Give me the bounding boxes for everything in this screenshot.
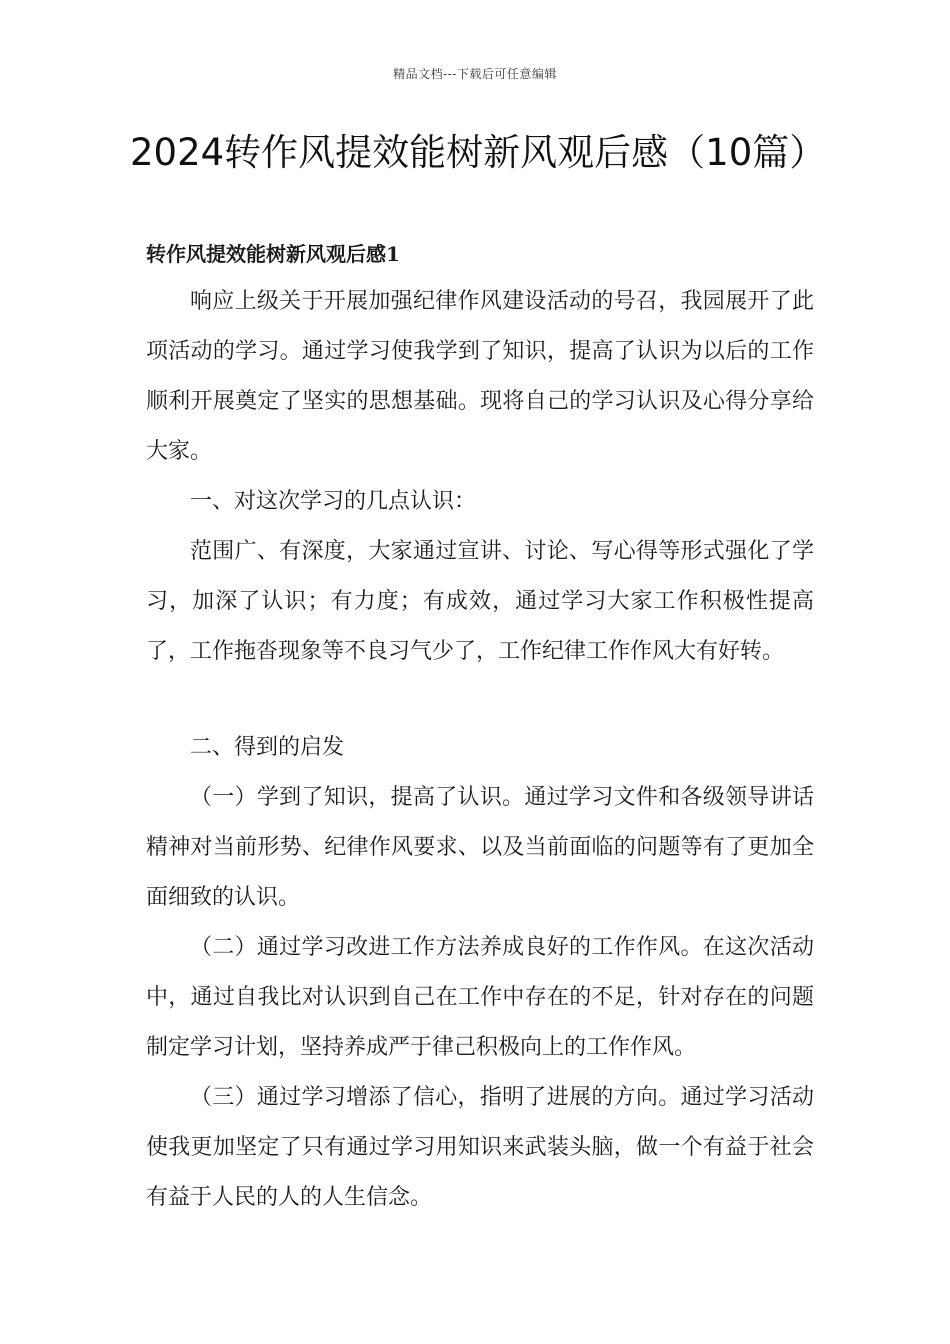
- paragraph-item-2: （二）通过学习改进工作方法养成良好的工作作风。在这次活动中，通过自我比对认识到自己在工作中存在的不足，针对存在的问题制定学习计划，坚持养成严于律己积极向上的工作作风。: [146, 935, 814, 1060]
- paragraph-intro: 响应上级关于开展加强纪律作风建设活动的号召，我园展开了此项活动的学习。通过学习使我学到了知识，提高了认识为以后的工作顺利开展奠定了坚实的思想基础。现将自己的学习认识及心得分享给大家。: [146, 289, 814, 464]
- paragraph-item-1: （一）学到了知识，提高了认识。通过学习文件和各级领导讲话精神对当前形势、纪律作风要求、以及当前面临的问题等有了更加全面细致的认识。: [146, 785, 814, 910]
- paragraph-heading-2: 二、得到的启发: [190, 735, 345, 760]
- header-note: 精品文档---下载后可任意编辑: [393, 67, 557, 81]
- paragraph-heading-1: 一、对这次学习的几点认识：: [190, 489, 477, 514]
- document-title: 2024转作风提效能树新风观后感（10篇）: [130, 131, 827, 174]
- section-heading: 转作风提效能树新风观后感1: [146, 242, 400, 266]
- body-block-1: [146, 277, 814, 677]
- paragraph-recognition: 范围广、有深度，大家通过宣讲、讨论、写心得等形式强化了学习，加深了认识；有力度；有成效，通过学习大家工作积极性提高了，工作拖沓现象等不良习气少了，工作纪律工作作风大有好转。: [146, 539, 814, 664]
- body-block-2: [146, 723, 814, 1223]
- paragraph-item-3: （三）通过学习增添了信心，指明了进展的方向。通过学习活动使我更加坚定了只有通过学习用知识来武装头脑，做一个有益于社会有益于人民的人的人生信念。: [146, 1085, 814, 1210]
